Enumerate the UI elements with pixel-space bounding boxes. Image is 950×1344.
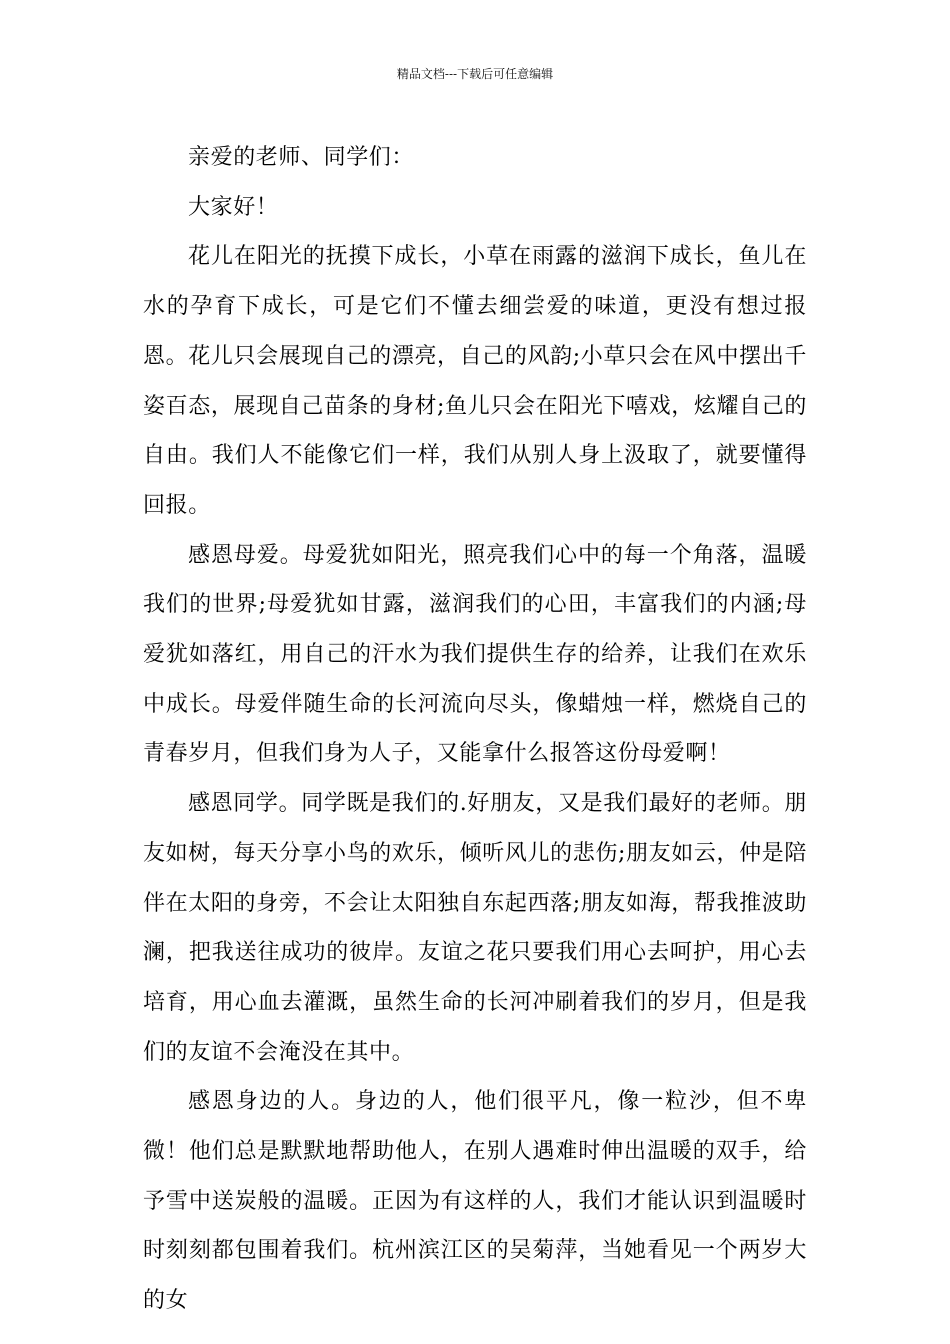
paragraph: 感恩同学。同学既是我们的.好朋友，又是我们最好的老师。朋友如树，每天分享小鸟的欢乐，倾听风儿的悲伤;朋友如云，仲是陪伴在太阳的身旁，不会让太阳独自东起西落;朋友如海，帮我推波助澜，把我送往成功的彼岸。友谊之花只要我们用心去呵护，用心去培育，用心血去灌溉，虽然生命的长河冲刷着我们的岁月，但是我们的友谊不会淹没在其中。 [143,791,807,1065]
document-body [143,133,807,1326]
paragraph: 感恩母爱。母爱犹如阳光，照亮我们心中的每一个角落，温暖我们的世界;母爱犹如甘露，滋润我们的心田，丰富我们的内涵;母爱犹如落红，用自己的汗水为我们提供生存的给养，让我们在欢乐中成长。母爱伴随生命的长河流向尽头，像蜡烛一样，燃烧自己的青春岁月，但我们身为人子，又能拿什么报答这份母爱啊！ [143,542,807,767]
paragraph: 花儿在阳光的抚摸下成长，小草在雨露的滋润下成长，鱼儿在水的孕育下成长，可是它们不懂去细尝爱的味道，更没有想过报恩。花儿只会展现自己的漂亮，自己的风韵;小草只会在风中摆出千姿百态，展现自己苗条的身材;鱼儿只会在阳光下嘻戏，炫耀自己的自由。我们人不能像它们一样，我们从别人身上汲取了，就要懂得回报。 [143,244,807,518]
page-header: 精品文档---下载后可任意编辑 [396,67,554,81]
salutation: 大家好！ [188,194,279,220]
paragraph: 感恩身边的人。身边的人，他们很平凡，像一粒沙，但不卑微！他们总是默默地帮助他人，在别人遇难时伸出温暖的双手，给予雪中送炭般的温暖。正因为有这样的人，我们才能认识到温暖时时刻刻都包围着我们。杭州滨江区的吴菊萍，当她看见一个两岁大的女 [143,1089,807,1314]
greeting: 亲爱的老师、同学们： [188,145,415,170]
